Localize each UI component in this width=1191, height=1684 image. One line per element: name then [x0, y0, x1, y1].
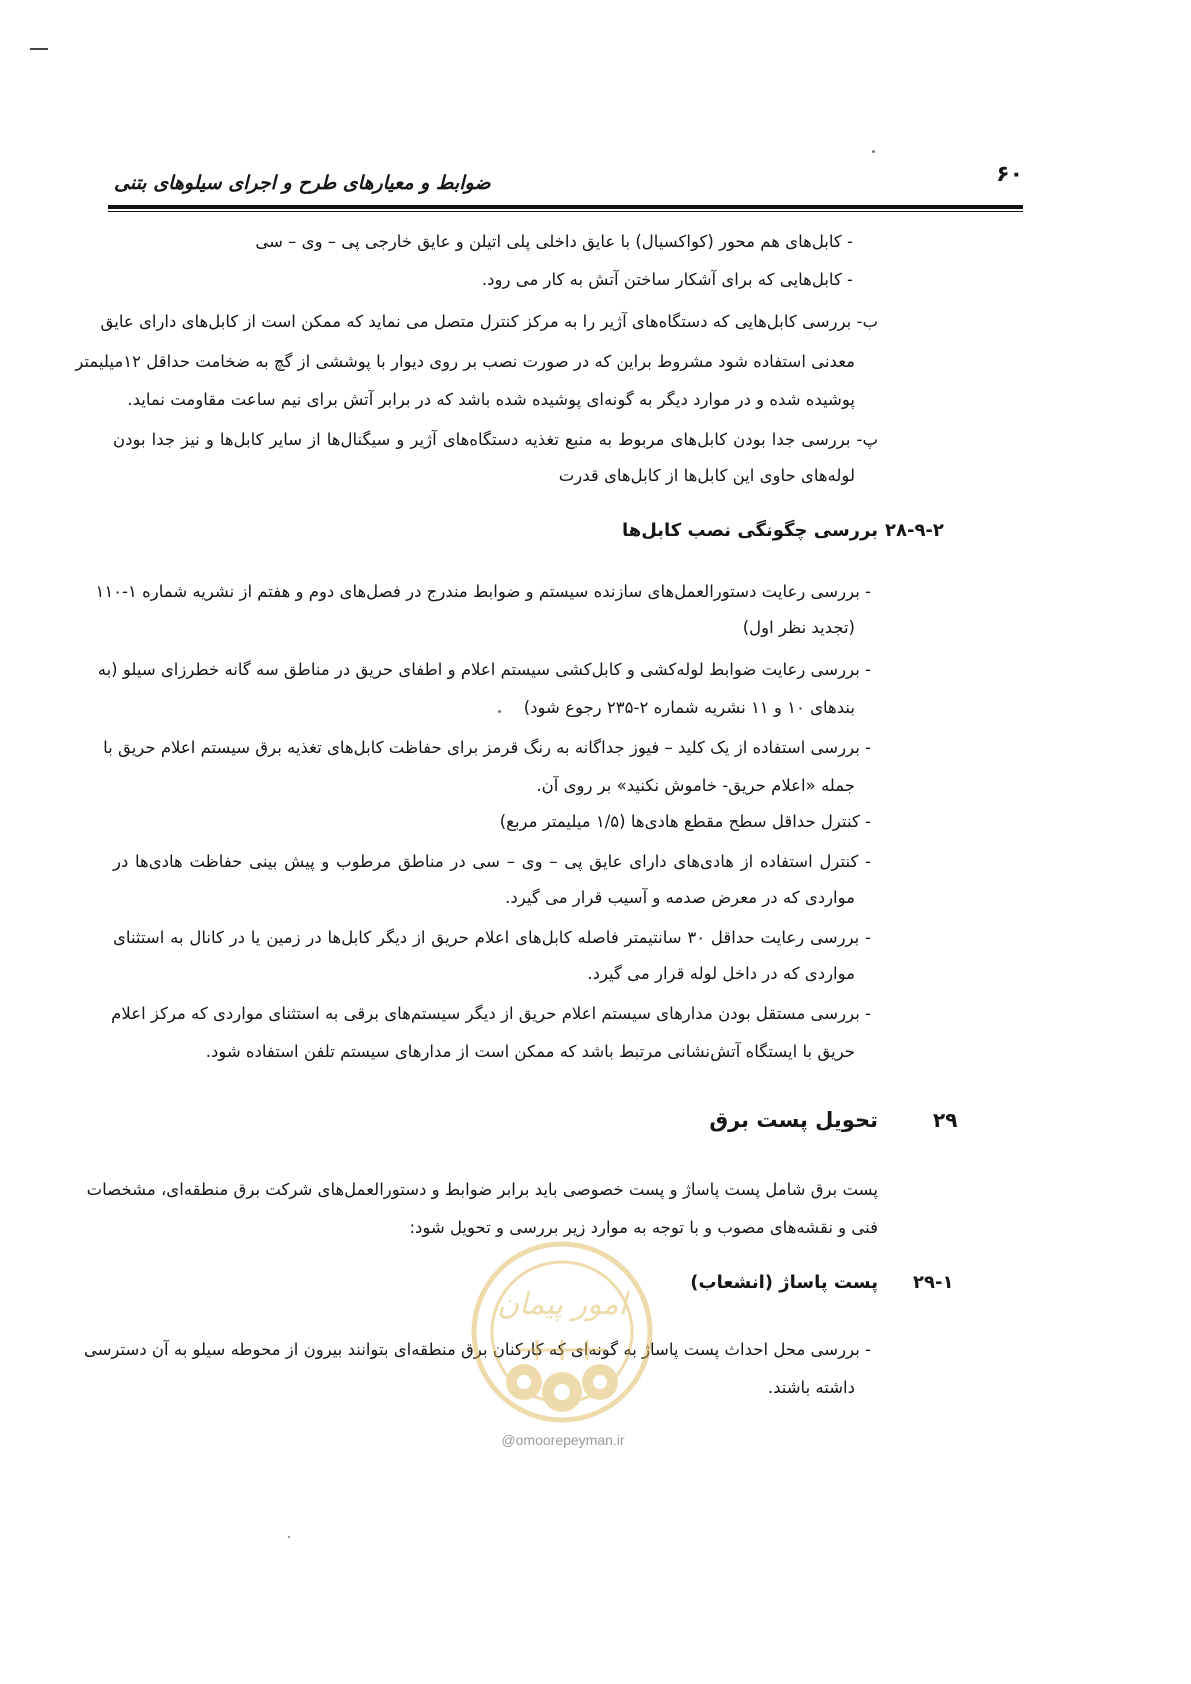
- page-header: [108, 150, 1023, 212]
- section-title: پست پاساژ (انشعاب): [690, 1272, 878, 1293]
- paragraph-line: پ- بررسی جدا بودن کابل‌های مربوط به منبع تغذیه دستگاه‌های آژیر و سیگنال‌ها از سایر کابل‌ها و نیز جدا بودن: [113, 430, 878, 449]
- list-item: - کنترل استفاده از هادی‌های دارای عایق پی – وی – سی در مناطق مرطوب و پیش بینی حفاظت هادی‌ها در: [113, 852, 871, 871]
- section-number: ۲۸-۹-۲: [885, 520, 944, 541]
- watermark-logo: [462, 1232, 662, 1432]
- list-item: - کابل‌هایی که برای آشکار ساختن آتش به کار می رود.: [481, 270, 853, 289]
- list-item-continuation: مواردی که در معرض صدمه و آسیب قرار می گیرد.: [505, 888, 855, 907]
- list-item: - کابل‌های هم محور (کواکسیال) با عایق داخلی پلی اتیلن و عایق خارجی پی – وی – سی: [255, 232, 853, 251]
- paragraph-line: لوله‌های حاوی این کابل‌ها از کابل‌های قدرت: [558, 466, 855, 485]
- paragraph-line: پست برق شامل پست پاساژ و پست خصوصی باید برابر ضوابط و دستورالعمل‌های شرکت برق منطقه‌ای، مشخصات: [86, 1180, 878, 1199]
- list-item: - بررسی رعایت ضوابط لوله‌کشی و کابل‌کشی سیستم اعلام و اطفای حریق در مناطق سه گانه خطرزای سیلو (به: [97, 660, 871, 679]
- paragraph-line: معدنی استفاده شود مشروط براین که در صورت نصب بر روی دیوار با پوششی از گچ به ضخامت حداقل ۱۲میلیمتر: [75, 352, 855, 371]
- list-item: - بررسی رعایت دستورالعمل‌های سازنده سیستم و ضوابط مندرج در فصل‌های دوم و هفتم از نشریه شماره ۱-۱۱۰: [95, 582, 871, 601]
- list-item: - بررسی استفاده از یک کلید – فیوز جداگانه به رنگ قرمز برای حفاظت کابل‌های تغذیه برق سیستم اعلام حریق با: [103, 738, 871, 757]
- paragraph-line: پوشیده شده و در موارد دیگر به گونه‌ای پوشیده شده باشد که در برابر آتش برای نیم ساعت مقاومت نماید.: [127, 390, 855, 409]
- paragraph-line: ب- بررسی کابل‌هایی که دستگاه‌های آژیر را به مرکز کنترل متصل می نماید که ممکن است از کابل‌های دارای عایق: [100, 312, 878, 331]
- scan-speck: [498, 710, 501, 713]
- list-item-continuation: (تجدید نظر اول): [742, 618, 855, 637]
- list-item-continuation: حریق با ایستگاه آتش‌نشانی مرتبط باشد که ممکن است از مدارهای سیستم تلفن استفاده شود.: [205, 1042, 855, 1061]
- list-item: - بررسی رعایت حداقل ۳۰ سانتیمتر فاصله کابل‌های اعلام حریق از دیگر کابل‌ها در زمین یا در کانال به استثنای: [113, 928, 872, 947]
- scan-edge-mark: [30, 48, 48, 50]
- running-title: ضوابط و معیارهای طرح و اجرای سیلوهای بتنی: [114, 172, 491, 194]
- section-number: ۲۹: [933, 1108, 958, 1132]
- list-item-continuation: بندهای ۱۰ و ۱۱ نشریه شماره ۲-۲۳۵ رجوع شود): [523, 698, 855, 717]
- section-title: بررسی چگونگی نصب کابل‌ها: [621, 520, 878, 541]
- list-item-continuation: داشته باشند.: [767, 1378, 855, 1397]
- paragraph-line: فنی و نقشه‌های مصوب و با توجه به موارد زیر بررسی و تحویل شود:: [409, 1218, 878, 1237]
- svg-text:امور پیمان: امور پیمان: [497, 1287, 627, 1322]
- list-item: - بررسی محل احداث پست پاساژ به گونه‌ای که کارکنان برق منطقه‌ای بتوانند بیرون از محوطه سیلو به آن دسترسی: [83, 1340, 871, 1359]
- section-number: ۲۹-۱: [913, 1272, 954, 1293]
- section-title: تحویل پست برق: [709, 1108, 878, 1132]
- watermark-caption: @omoorepeyman.ir: [501, 1432, 625, 1448]
- watermark-gear-icon: [462, 1232, 662, 1432]
- list-item-continuation: جمله «اعلام حریق- خاموش نکنید» بر روی آن.: [536, 776, 855, 795]
- header-rule: [108, 205, 1023, 209]
- header-rule-thin: [108, 211, 1023, 212]
- list-item: - کنترل حداقل سطح مقطع هادی‌ها (۱/۵ میلیمتر مربع): [499, 812, 871, 831]
- page-number: ۶۰: [996, 162, 1023, 187]
- scan-speck: [288, 1536, 290, 1538]
- list-item-continuation: مواردی که در داخل لوله قرار می گیرد.: [587, 964, 855, 983]
- list-item: - بررسی مستقل بودن مدارهای سیستم اعلام حریق از دیگر سیستم‌های برقی به استثنای مواردی که مرکز اعلام: [111, 1004, 871, 1023]
